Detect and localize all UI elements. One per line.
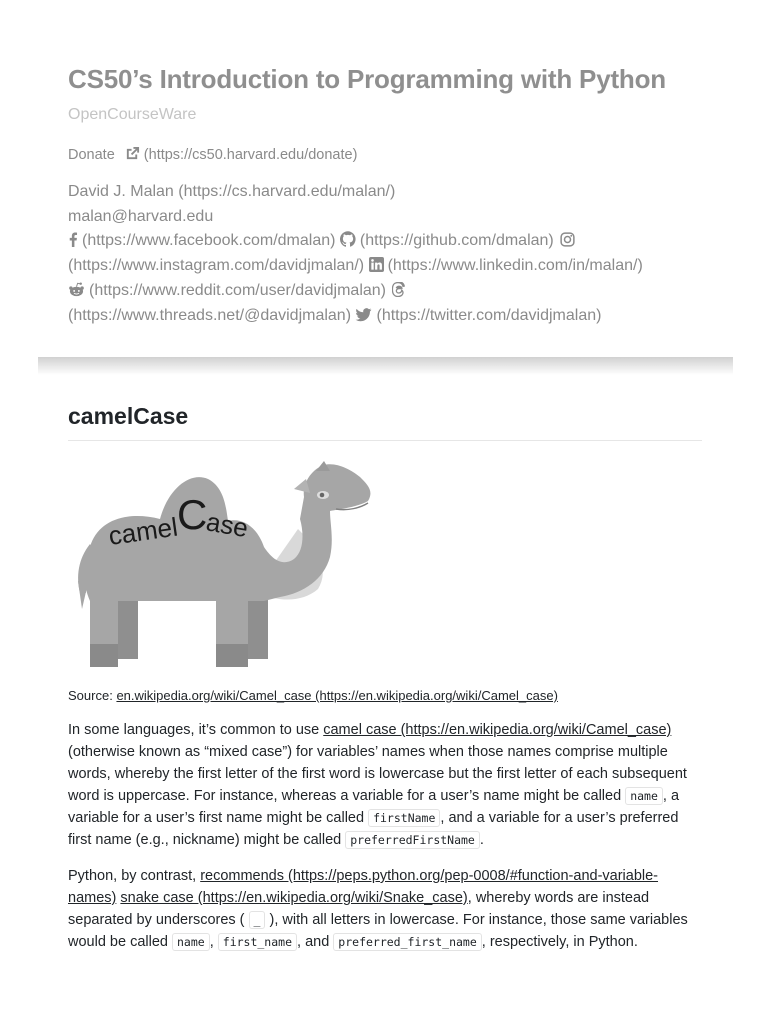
source-link[interactable]: en.wikipedia.org/wiki/Camel_case (https://en.wikipedia.org/wiki/Camel_case) (116, 688, 558, 703)
camel-illustration (68, 459, 388, 670)
p1-text-5: . (479, 832, 484, 848)
facebook-icon (68, 232, 78, 247)
instagram-link[interactable] (68, 257, 364, 274)
code-first-name: first_name (218, 933, 297, 951)
code-name: name (625, 787, 663, 805)
camel-text-camel: camel (106, 511, 180, 551)
p2-text-6: , and (297, 934, 334, 950)
donate-label: Donate (68, 147, 115, 163)
instagram-icon (560, 232, 575, 247)
github-url: (https://github.com/dmalan) (359, 232, 554, 250)
paragraph-camel-case (68, 719, 702, 851)
threads-url: (https://www.threads.net/@davidjmalan) (68, 306, 352, 324)
linkedin-url: (https://www.linkedin.com/in/malan/) (387, 257, 643, 275)
threads-link[interactable] (68, 307, 351, 324)
donate-line (68, 144, 708, 166)
code-preferred-first-name: preferred_first_name (333, 933, 481, 951)
p1-text-3: , a variable for a user’s first name might be called (68, 788, 680, 826)
donate-link[interactable] (68, 147, 357, 163)
paragraph-snake-case (68, 865, 702, 953)
camel-text-c: C (177, 491, 208, 538)
twitter-url: (https://twitter.com/davidjmalan) (376, 306, 602, 324)
social-links (68, 229, 708, 328)
linkedin-link[interactable] (369, 257, 643, 274)
facebook-link[interactable] (68, 232, 335, 249)
p1-text-1: In some languages, it’s common to use (68, 722, 324, 738)
code-preferredfirstname: preferredFirstName (345, 831, 480, 849)
code-underscore: _ (249, 911, 266, 929)
github-link[interactable] (340, 232, 554, 249)
author-link[interactable] (68, 183, 395, 200)
p2-text-4: ), with all letters in lowercase. For instance, those same variables would be called (68, 912, 688, 950)
author-name: David J. Malan (68, 183, 174, 200)
twitter-icon (355, 308, 372, 322)
facebook-url: (https://www.facebook.com/dmalan) (82, 232, 336, 250)
reddit-link[interactable] (68, 282, 386, 299)
author-contact (68, 180, 708, 328)
donate-url: (https://cs50.harvard.edu/donate) (143, 147, 358, 163)
email-line (68, 205, 708, 230)
camel-case-link[interactable]: camel case (https://en.wikipedia.org/wiki/Camel_case) (323, 722, 672, 738)
p1-text-4: , and a variable for a user’s preferred first name (e.g., nickname) might be called (68, 810, 679, 848)
p2-text-7: , respectively, in Python. (481, 934, 638, 950)
external-link-icon (125, 146, 140, 161)
code-firstname: firstName (368, 809, 440, 827)
linkedin-icon (369, 257, 384, 272)
instagram-url: (https://www.instagram.com/davidjmalan/) (68, 257, 365, 275)
threads-icon (392, 282, 406, 297)
main-content (68, 392, 702, 953)
code-snake-name: name (172, 933, 210, 951)
header-inner (68, 62, 708, 328)
twitter-link[interactable] (355, 307, 601, 324)
site-title[interactable]: CS50’s Introduction to Programming with Python (68, 64, 666, 94)
snake-case-link[interactable]: snake case (https://en.wikipedia.org/wiki/Snake_case) (120, 890, 468, 906)
p2-text-5: , (209, 934, 218, 950)
camel-text-ase: ase (203, 506, 251, 544)
recommends-link[interactable]: recommends (https://peps.python.org/pep-0008/#function-and-variable-names) (68, 868, 659, 906)
author-url: (https://cs.harvard.edu/malan/) (178, 183, 396, 200)
author-line (68, 180, 708, 205)
source-label: Source: (68, 688, 113, 703)
header-shadow (38, 357, 733, 375)
site-subtitle: OpenCourseWare (68, 106, 197, 123)
page-heading: camelCase (68, 392, 702, 441)
github-icon (340, 231, 356, 247)
p1-text-2: (otherwise known as “mixed case”) for variables’ names when those names comprise multiple words, whereby the first letter of the first word is lowercase but the first letter of each subsequent word is uppercase. For instance, whereas a variable for a user’s name might be called (68, 744, 687, 804)
p2-text-1: Python, by contrast, (68, 868, 201, 884)
email-link[interactable]: malan@harvard.edu (68, 207, 214, 225)
camel-case-image (68, 459, 388, 670)
site-header (0, 0, 768, 357)
reddit-icon (68, 282, 85, 297)
reddit-url: (https://www.reddit.com/user/davidjmalan) (89, 281, 386, 299)
p2-text-3: , whereby words are instead separated by underscores ( (68, 890, 650, 928)
image-source (68, 687, 702, 705)
